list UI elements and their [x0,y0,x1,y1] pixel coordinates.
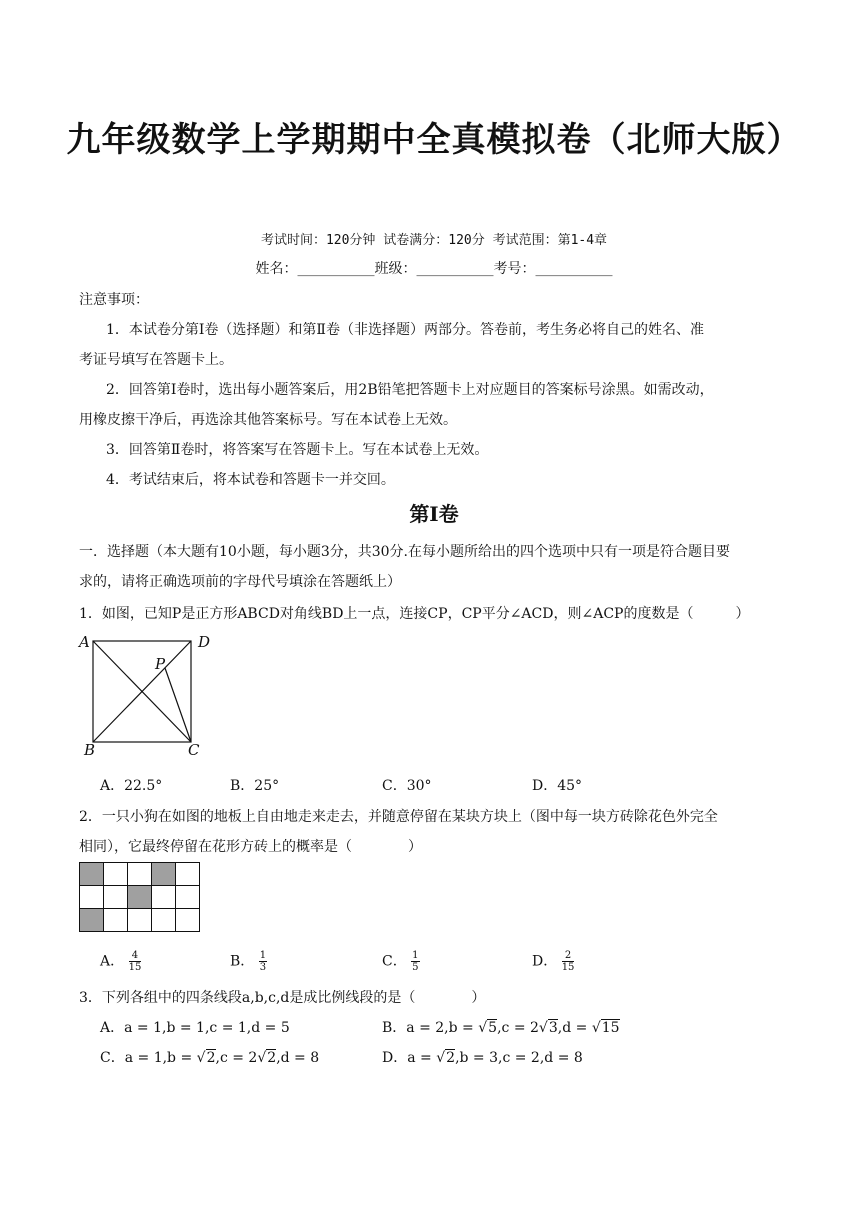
tile-plain [176,863,200,886]
radicand: 2 [446,1050,456,1066]
option-letter: D． [532,953,558,970]
exam-info: 考试时间：120分钟 试卷满分：120分 考试范围：第1-4章 [260,233,608,248]
q3-stem: 3．下列各组中的四条线段a,b,c,d是成比例线段的是（ ） [79,990,486,1006]
tile-plain [104,863,128,886]
option-text: a = 1,b = 1,c = 1,d = 5 [124,1020,290,1036]
notice-3: 3．回答第Ⅱ卷时，将答案写在答题卡上。写在本试卷上无效。 [106,442,489,458]
radicand: 2 [206,1050,216,1066]
sqrt-icon: √ [196,1050,206,1066]
q1-option-a: A．22.5° [100,778,163,794]
numerator: 2 [562,950,575,962]
numerator: 4 [129,950,142,962]
part-heading-cont: 求的，请将正确选项前的字母代号填涂在答题纸上） [79,574,401,590]
tile-flower [80,863,104,886]
q2-option-c [382,950,420,973]
sqrt-icon: √ [591,1020,601,1036]
q3-option-d [382,1047,583,1067]
part-heading: 一．选择题（本大题有10小题，每小题3分，共30分.在每小题所给出的四个选项中只有一项是符合题目要 [79,544,730,560]
tile-flower [152,863,176,886]
tile-plain [128,909,152,932]
label-a: A [79,633,90,651]
sqrt-icon: √ [436,1050,446,1066]
option-letter: A． [100,1020,125,1036]
option-letter: B． [382,1020,407,1036]
option-text: ,c = 2 [497,1020,539,1036]
q2-stem-cont: 相同），它最终停留在花形方砖上的概率是（ ） [79,839,422,855]
tile-plain [104,909,128,932]
q2-option-b [230,950,267,973]
option-text: ,d = 8 [276,1050,320,1066]
sqrt-icon: √ [538,1020,548,1036]
tile-plain [128,863,152,886]
q3-option-c [100,1047,319,1067]
q1-option-b: B．25° [230,778,280,794]
label-d: D [198,633,211,651]
tile-plain [80,886,104,909]
radicand: 2 [267,1050,277,1066]
section-title: 第Ⅰ卷 [409,502,459,526]
segment-cp [165,668,191,742]
q1-option-c: C．30° [382,778,432,794]
sqrt-icon: √ [257,1050,267,1066]
q2-tile-grid [79,862,200,932]
student-fields: 姓名：___________班级：___________考号：___________ [255,261,613,277]
option-text: ,c = 2 [215,1050,258,1066]
fraction [562,950,575,973]
radicand: 15 [601,1020,620,1036]
notice-4: 4．考试结束后，将本试卷和答题卡一并交回。 [106,472,395,488]
tile-plain [176,909,200,932]
option-letter: C． [100,1050,125,1066]
q2-option-d [532,950,574,973]
q1-option-d: D．45° [532,778,583,794]
tile-flower [128,886,152,909]
label-p: P [155,655,166,673]
fraction [411,950,419,973]
q3-option-a [100,1017,290,1037]
notice-heading: 注意事项： [79,292,149,308]
option-letter: C． [382,953,407,970]
numerator: 1 [259,950,267,961]
fraction [259,950,267,973]
notice-1: 1．本试卷分第Ⅰ卷（选择题）和第Ⅱ卷（非选择题）两部分。答卷前，考生务必将自己的姓名、准 [106,322,704,338]
q1-square-figure [76,630,211,760]
q2-stem: 2．一只小狗在如图的地板上自由地走来走去，并随意停留在某块方块上（图中每一块方砖除花色外完全 [79,809,718,825]
numerator: 1 [412,950,419,961]
notice-1-cont: 考证号填写在答题卡上。 [79,352,233,368]
tile-plain [104,886,128,909]
radicand: 5 [488,1020,498,1036]
option-text: ,d = [557,1020,592,1036]
denominator: 15 [561,962,575,973]
notice-2-cont: 用橡皮擦干净后，再选涂其他答案标号。写在本试卷上无效。 [79,412,457,428]
tile-plain [152,909,176,932]
tile-plain [152,886,176,909]
q3-option-b [382,1017,620,1037]
label-b: B [84,741,96,759]
tile-flower [80,909,104,932]
sqrt-icon: √ [478,1020,488,1036]
option-letter: D． [382,1050,408,1066]
option-text: a = [407,1050,437,1066]
tile-plain [176,886,200,909]
denominator: 3 [259,962,267,973]
q2-option-a [100,950,141,973]
fraction [129,950,142,973]
option-letter: A． [100,953,125,970]
option-text: a = 1,b = [124,1050,197,1066]
q1-stem: 1．如图，已知P是正方形ABCD对角线BD上一点，连接CP，CP平分∠ACD，则∠ACP的度数是（ ） [79,606,750,622]
option-letter: B． [230,953,255,970]
denominator: 15 [128,962,142,973]
denominator: 5 [412,962,419,973]
page-title: 九年级数学上学期期中全真模拟卷（北师大版） [66,120,802,160]
radicand: 3 [548,1020,558,1036]
option-text: ,b = 3,c = 2,d = 8 [455,1050,583,1066]
notice-2: 2．回答第Ⅰ卷时，选出每小题答案后，用2B铅笔把答题卡上对应题目的答案标号涂黑。如需改动， [106,382,714,398]
option-text: a = 2,b = [406,1020,479,1036]
label-c: C [188,741,200,759]
